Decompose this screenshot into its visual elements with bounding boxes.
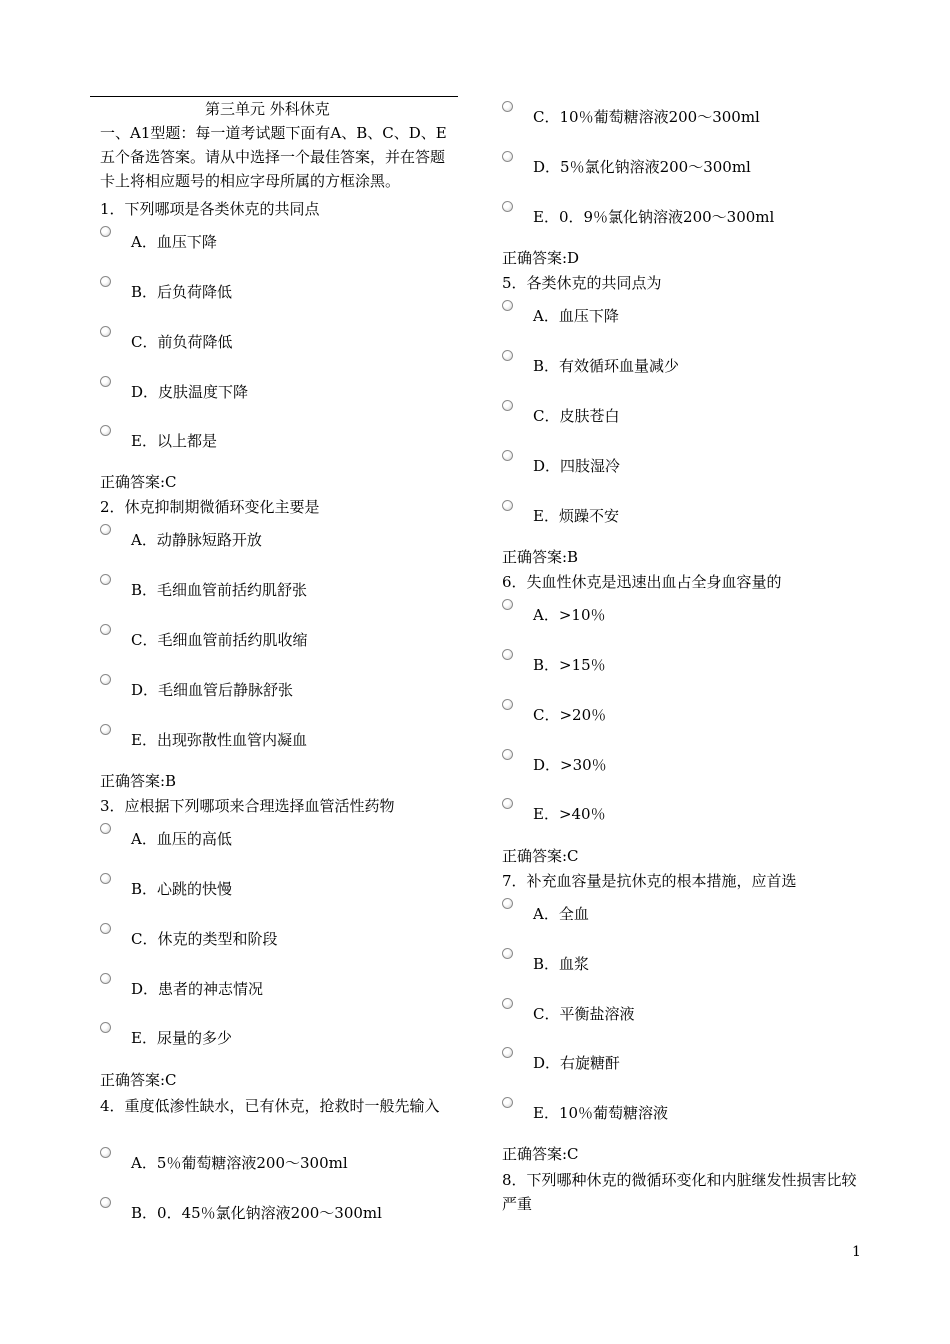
radio-icon[interactable] [100, 226, 111, 237]
radio-icon[interactable] [502, 699, 513, 710]
radio-icon[interactable] [100, 1197, 111, 1208]
radio-icon[interactable] [502, 649, 513, 660]
radio-icon[interactable] [100, 326, 111, 337]
radio-icon[interactable] [100, 823, 111, 834]
radio-icon[interactable] [502, 898, 513, 909]
radio-icon[interactable] [100, 1022, 111, 1033]
header-rule [90, 96, 458, 97]
q7-answer: 正确答案:C [502, 1145, 579, 1163]
radio-icon[interactable] [100, 425, 111, 436]
radio-icon[interactable] [502, 300, 513, 311]
radio-icon[interactable] [100, 376, 111, 387]
radio-icon[interactable] [502, 400, 513, 411]
q2-answer: 正确答案:B [100, 772, 177, 790]
question-8-stem: 8．下列哪种休克的微循环变化和内脏继发性损害比较严重 [502, 1171, 857, 1213]
question-1-stem: 1．下列哪项是各类休克的共同点 [100, 200, 320, 218]
question-4-stem: 4．重度低渗性缺水，已有休克，抢救时一般先输入 [100, 1097, 440, 1115]
radio-icon[interactable] [100, 973, 111, 984]
radio-icon[interactable] [502, 948, 513, 959]
radio-icon[interactable] [502, 1097, 513, 1108]
radio-icon[interactable] [502, 500, 513, 511]
section-intro: 一、A1型题：每一道考试题下面有A、B、C、D、E五个备选答案。请从中选择一个最佳答案，并在答题卡上将相应题号的相应字母所属的方框涂黑。 [100, 124, 447, 190]
radio-icon[interactable] [100, 674, 111, 685]
question-5-stem: 5．各类休克的共同点为 [502, 274, 662, 292]
radio-icon[interactable] [502, 798, 513, 809]
radio-icon[interactable] [100, 724, 111, 735]
radio-icon[interactable] [502, 101, 513, 112]
radio-icon[interactable] [100, 624, 111, 635]
radio-icon[interactable] [100, 873, 111, 884]
q3-answer: 正确答案:C [100, 1071, 177, 1089]
radio-icon[interactable] [502, 1047, 513, 1058]
radio-icon[interactable] [100, 276, 111, 287]
radio-icon[interactable] [502, 749, 513, 760]
radio-icon[interactable] [100, 574, 111, 585]
question-6-stem: 6．失血性休克是迅速出血占全身血容量的 [502, 573, 782, 591]
q6-answer: 正确答案:C [502, 847, 579, 865]
page-number: 1 [852, 1244, 861, 1260]
q1-answer: 正确答案:C [100, 473, 177, 491]
q5-answer: 正确答案:B [502, 548, 579, 566]
radio-icon[interactable] [502, 998, 513, 1009]
radio-icon[interactable] [100, 1147, 111, 1158]
radio-icon[interactable] [502, 350, 513, 361]
question-7-stem: 7．补充血容量是抗休克的根本措施，应首选 [502, 872, 797, 890]
radio-icon[interactable] [100, 923, 111, 934]
radio-icon[interactable] [502, 450, 513, 461]
radio-icon[interactable] [502, 151, 513, 162]
radio-icon[interactable] [502, 201, 513, 212]
question-2-stem: 2．休克抑制期微循环变化主要是 [100, 498, 320, 516]
radio-icon[interactable] [100, 524, 111, 535]
q4-answer: 正确答案:D [502, 249, 580, 267]
radio-icon[interactable] [502, 599, 513, 610]
page-title: 第三单元 外科休克 [205, 100, 330, 118]
question-3-stem: 3．应根据下列哪项来合理选择血管活性药物 [100, 797, 395, 815]
